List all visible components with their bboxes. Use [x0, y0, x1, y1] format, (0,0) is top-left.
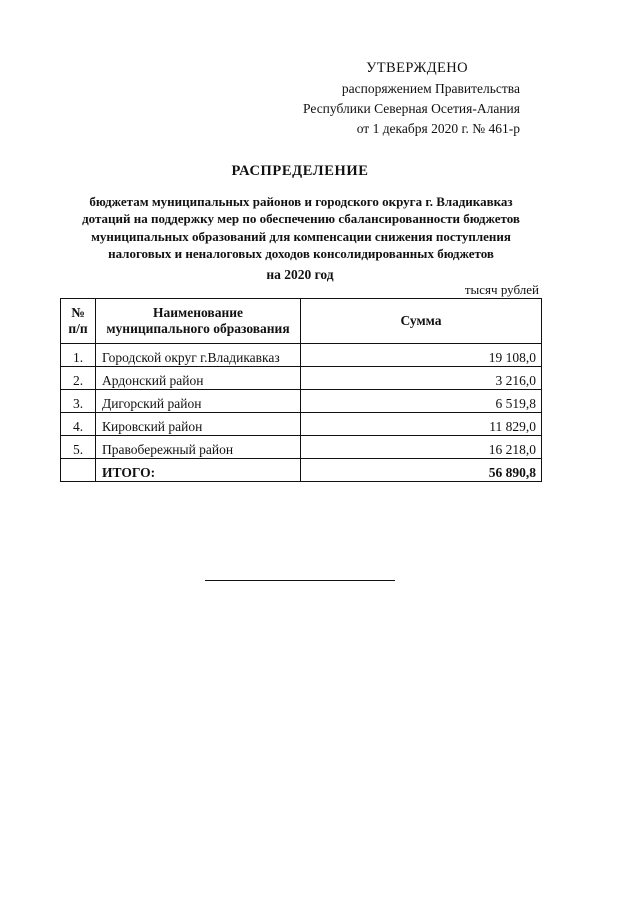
row-number: 4. — [61, 413, 96, 436]
row-name: Ардонский район — [96, 367, 301, 390]
header-number: № п/п — [61, 299, 96, 344]
row-number: 3. — [61, 390, 96, 413]
document-year: на 2020 год — [266, 267, 334, 282]
table-row — [61, 390, 542, 413]
header-sum: Сумма — [301, 299, 542, 344]
closing-rule — [205, 580, 395, 581]
row-name: Дигорский район — [96, 390, 301, 413]
units-label: тысяч рублей — [464, 282, 539, 297]
row-number: 2. — [61, 367, 96, 390]
table-row — [61, 367, 542, 390]
header-name: Наименование муниципального образования — [96, 299, 301, 344]
row-sum: 19 108,0 — [301, 344, 542, 367]
row-sum: 11 829,0 — [301, 413, 542, 436]
approval-heading: УТВЕРЖДЕНО — [366, 60, 468, 76]
table-row — [61, 413, 542, 436]
approval-line-3: от 1 декабря 2020 г. № 461-р — [356, 121, 520, 136]
subtitle-line-2: дотаций на поддержку мер по обеспечению сбалансированности бюджетов — [82, 211, 520, 227]
approval-line-1: распоряжением Правительства — [341, 81, 520, 96]
document-title: РАСПРЕДЕЛЕНИЕ — [231, 163, 369, 179]
row-name: Правобережный район — [96, 436, 301, 459]
table-header-row — [61, 299, 542, 344]
total-row — [61, 459, 542, 482]
row-number: 5. — [61, 436, 96, 459]
subtitle-line-3: муниципальных образований для компенсации снижения поступления — [91, 228, 511, 244]
row-sum: 6 519,8 — [301, 390, 542, 413]
total-sum: 56 890,8 — [301, 459, 542, 482]
row-sum: 3 216,0 — [301, 367, 542, 390]
table-row — [61, 436, 542, 459]
document-subtitle — [60, 193, 542, 262]
row-number: 1. — [61, 344, 96, 367]
row-name: Городской округ г.Владикавказ — [96, 344, 301, 367]
distribution-table — [60, 298, 542, 482]
table-row — [61, 344, 542, 367]
approval-block — [303, 58, 520, 139]
row-sum: 16 218,0 — [301, 436, 542, 459]
subtitle-line-1: бюджетам муниципальных районов и городского округа г. Владикавказ — [89, 194, 513, 209]
total-label: ИТОГО: — [96, 459, 301, 482]
row-name: Кировский район — [96, 413, 301, 436]
subtitle-line-4: налоговых и неналоговых доходов консолидированных бюджетов — [108, 245, 494, 261]
total-number — [61, 459, 96, 482]
approval-line-2: Республики Северная Осетия-Алания — [303, 101, 520, 116]
